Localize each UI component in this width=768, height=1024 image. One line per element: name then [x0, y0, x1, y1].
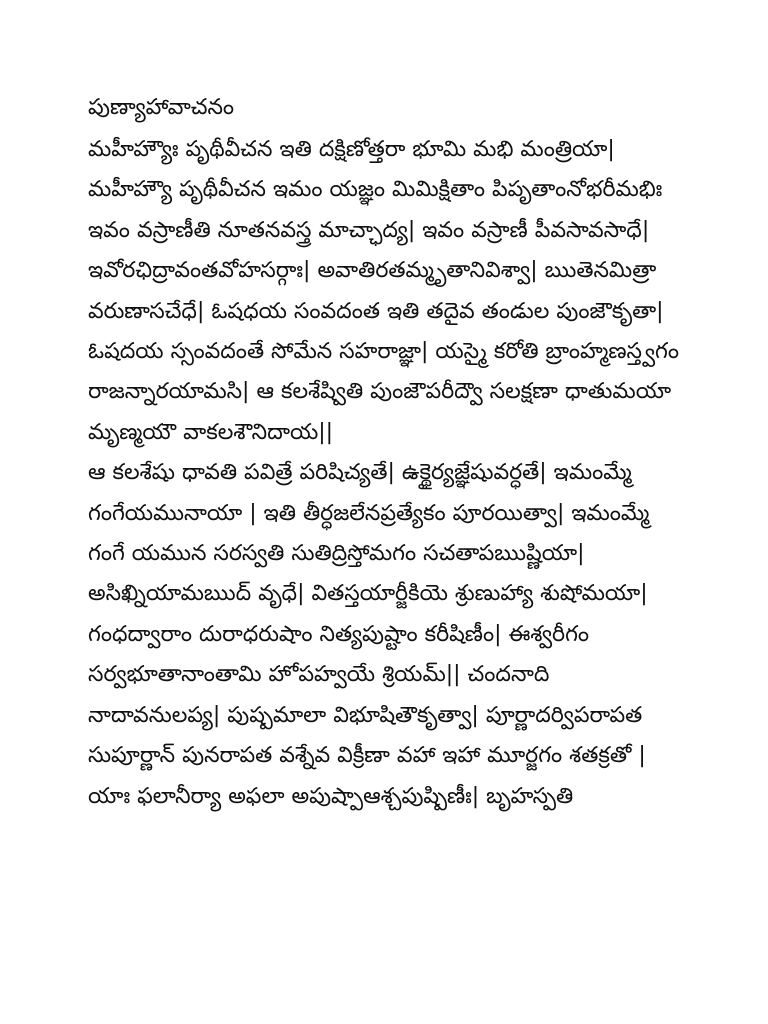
- text-line: అసిఖ్నియామఋద్ వృధే| వితస్తయార్జీకియె శ్రుణుహ్యా శుషోమయా|: [88, 581, 648, 607]
- text-line: ఇవోరఛిద్రావంతవోహసర్గాః| అవాతిరతమ్మృతానివిశ్వా| ఋతెనమిత్రా: [88, 258, 657, 284]
- text-line: ఓషదయ స్సంవదంతే సోమేన సహరాజ్ఞా| యస్మై కరోతి బ్రాంహ్మణస్త్వగం: [88, 339, 680, 365]
- text-line: రాజన్నారయామసి| ఆ కలశేష్వితి పుంజౌపరీద్వౌ సలక్షణా ధాతుమయా: [88, 379, 672, 405]
- text-line: మృణ్మయౌ వాకలశౌనిదాయ||: [88, 419, 334, 445]
- text-line: గంగే యమున సరస్వతి సుతిద్రిస్తోమగం సచతాపఋష్ణియా|: [88, 541, 585, 567]
- text-line: గంగేయమునాయా | ఇతి తీర్ధజలేనప్రత్యేకం పూరయిత్వా| ఇమంమ్మే: [88, 500, 650, 526]
- document-title: పుణ్యాహావాచనం: [88, 95, 235, 120]
- text-line: గంధద్వారాం దురాధరుషాం నిత్యపుష్టాం కరీషిణీం| ఈశ్వరీగం: [88, 621, 590, 647]
- text-line: నాదావనులప్య| పుష్పమాలా విభూషితౌకృత్వా| పూర్ణాదర్విపరాపత: [88, 702, 643, 728]
- text-line: సర్వభూతానాంతామి హోపహ్వయే శ్రియమ్|| చందనాది: [88, 662, 550, 688]
- text-line: ఇవం వస్రాణీతి నూతనవస్త్ర మాచ్ఛాద్య| ఇవం వస్రాణీ పీవసావసాధే|: [88, 217, 650, 243]
- text-line: మహీహ్యౌ పృథీవీచన ఇమం యజ్ఞం మిమిక్షితాం పిపృతాంనోభరీమభిః: [88, 177, 663, 203]
- text-line: యాః ఫలానీర్యా అఫలా అపుష్పాఆశ్చపుష్పిణీః| బృహస్పతి: [88, 783, 574, 809]
- text-line: వరుణాసచేధే| ఓషధయ సంవదంత ఇతి తదైవ తండుల పుంజౌకృతా|: [88, 298, 664, 324]
- text-line: సుపూర్ణాన్ పునరాపత వశ్నేవ విక్రీణా వహా ఇహా మూర్జగం శతక్రతో |: [88, 743, 646, 769]
- text-line: ఆ కలశేషు ధావతి పవిత్రే పరిషిచ్యతే| ఉక్థైర్యజ్ఞేషువర్ధతే| ఇమంమ్మే: [88, 460, 632, 486]
- text-line: మహీహ్యౌః పృథీవీచన ఇతి దక్షిణోత్తరా భూమి మభి మంత్రియా|: [88, 137, 615, 162]
